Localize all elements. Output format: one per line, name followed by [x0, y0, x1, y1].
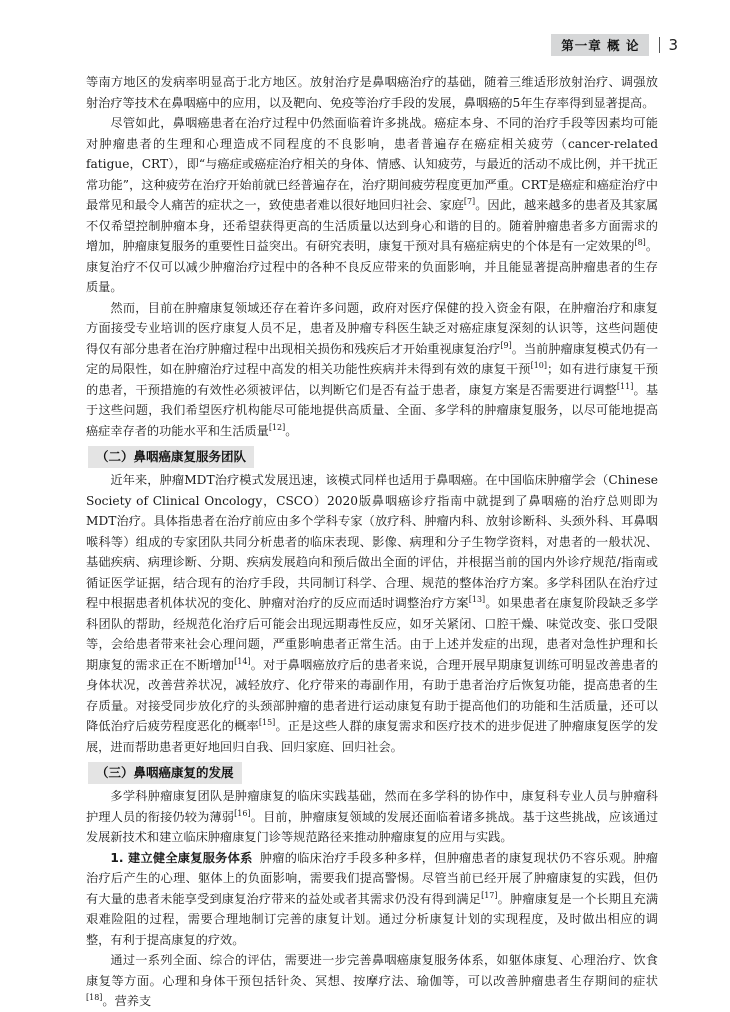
subsection-title: 1. 建立健全康复服务体系	[110, 850, 253, 865]
paragraph: 多学科肿瘤康复团队是肿瘤康复的临床实践基础，然而在多学科的协作中，康复科专业人员与肿瘤科护理人员的衔接仍较为薄弱[16]。目前，肿瘤康复领域的发展还面临着诸多挑战。基于这些挑战，应该通过发展新技术和建立临床肿瘤康复门诊等规范路径来推动肿瘤康复的应用与实践。	[86, 789, 659, 844]
citation: [8]	[634, 237, 646, 247]
chapter-title: 第一章 概 论	[551, 34, 649, 56]
paragraph: 尽管如此，鼻咽癌患者在治疗过程中仍然面临着许多挑战。癌症本身、不同的治疗手段等因素均可能对肿瘤患者的生理和心理造成不同程度的不良影响，患者普遍存在癌症相关疲劳（cancer-related fatigue，CRT），即“与癌症或癌症治疗相关的身体、情感、认知疲劳，与最近的活动不成比例，并干扰正常功能”，这种疲劳在治疗开始前就已经普遍存在，治疗期间疲劳程度更加严重。CRT是癌症和癌症治疗中最常见和最令人痛苦的症状之一，致使患者难以很好地回归社会、家庭[7]。因此，越来越多的患者及其家属不仅希望控制肿瘤本身，还希望获得更高的生活质量以达到身心和谐的目的。随着肿瘤患者多方面需求的增加，肿瘤康复服务的重要性日益突出。有研究表明，康复干预对具有癌症病史的个体是有一定效果的[8]。康复治疗不仅可以减少肿瘤治疗过程中的各种不良反应带来的负面影响，并且能显著提高肿瘤患者的生存质量。	[86, 116, 659, 294]
citation: [9]	[500, 340, 512, 350]
citation: [10]	[530, 360, 548, 370]
section-heading: （二）鼻咽癌康复服务团队	[86, 446, 658, 468]
citation: [18]	[86, 992, 103, 1002]
citation: [13]	[468, 594, 486, 604]
body-text	[86, 72, 658, 1012]
citation: [14]	[234, 656, 251, 666]
paragraph: 然而，目前在肿瘤康复领域还存在着许多问题，政府对医疗保健的投入资金有限，在肿瘤治疗和康复方面接受专业培训的医疗康复人员不足，患者及肿瘤专科医生缺乏对癌症康复深刻的认识等，这些问题使得仅有部分患者在治疗肿瘤过程中出现相关损伤和残疾后才开始重视康复治疗[9]。当前肿瘤康复模式仍有一定的局限性，如在肿瘤治疗过程中高发的相关功能性疾病并未得到有效的康复干预[10]；如有进行康复干预的患者，干预措施的有效性必须被评估，以判断它们是否有益于患者，康复方案是否需要进行调整[11]。基于这些问题，我们希望医疗机构能尽可能地提供高质量、全面、多学科的肿瘤康复服务，以尽可能地提高癌症幸存者的功能水平和生活质量[12]。	[86, 300, 659, 438]
paragraph: 近年来，肿瘤MDT治疗模式发展迅速，该模式同样也适用于鼻咽癌。在中国临床肿瘤学会（Chinese Society of Clinical Oncology，CSCO）2020版鼻咽癌诊疗指南中就提到了鼻咽癌的治疗总则即为MDT治疗。具体指患者在治疗前应由多个学科专家（放疗科、肿瘤内科、放射诊断科、头颈外科、耳鼻咽喉科等）组成的专家团队共同分析患者的临床表现、影像、病理和分子生物学资料，对患者的一般状况、基础疾病、病理诊断、分期、疾病发展趋向和预后做出全面的评估，并根据当前的国内外诊疗规范/指南或循证医学证据，结合现有的治疗手段，共同制订科学、合理、规范的整体治疗方案。多学科团队在治疗过程中根据患者机体状况的变化、肿瘤对治疗的反应而适时调整治疗方案[13]。如果患者在康复阶段缺乏多学科团队的帮助，经规范化治疗后可能会出现远期毒性反应，如牙关紧闭、口腔干燥、味觉改变、张口受限等，会给患者带来社会心理问题，严重影响患者正常生活。由于上述并发症的出现，患者对急性护理和长期康复的需求正在不断增加[14]。对于鼻咽癌放疗后的患者来说，合理开展早期康复训练可明显改善患者的身体状况，改善营养状况，减轻放疗、化疗带来的毒副作用，有助于患者治疗后恢复功能，提高患者的生存质量。对接受同步放化疗的头颈部肿瘤的患者进行运动康复有助于提高他们的功能和生活质量，还可以降低治疗后疲劳程度恶化的概率[15]。正是这些人群的康复需求和医疗技术的进步促进了肿瘤康复医学的发展，进而帮助患者更好地回归自我、回归家庭、回归社会。	[86, 473, 659, 754]
citation: [12]	[268, 422, 286, 432]
header-divider	[659, 37, 660, 53]
page-number: 3	[668, 36, 678, 54]
paragraph: 通过一系列全面、综合的评估，需要进一步完善鼻咽癌康复服务体系，如躯体康复、心理治疗、饮食康复等方面。心理和身体干预包括针灸、冥想、按摩疗法、瑜伽等，可以改善肿瘤患者生存期间的症状[18]。营养支	[86, 953, 658, 1008]
running-header	[551, 34, 678, 56]
citation: [17]	[481, 890, 498, 900]
citation: [15]	[258, 717, 276, 727]
citation: [16]	[234, 808, 251, 818]
citation: [7]	[463, 196, 476, 206]
paragraph: 1. 建立健全康复服务体系 肿瘤的临床治疗手段多种多样，但肿瘤患者的康复现状仍不容乐观。肿瘤治疗后产生的心理、躯体上的负面影响，需要我们提高警惕。尽管当前已经开展了肿瘤康复的实践，但仍有大量的患者未能享受到康复治疗带来的益处或者其需求仍没有得到满足[17]。肿瘤康复是一个长期且充满艰难险阻的过程，需要合理地制订完善的康复计划。通过分析康复计划的实现程度，及时做出相应的调整，有利于提高康复的疗效。	[86, 850, 659, 947]
paragraph: 等南方地区的发病率明显高于北方地区。放射治疗是鼻咽癌治疗的基础，随着三维适形放射治疗、调强放射治疗等技术在鼻咽癌中的应用，以及靶向、免疫等治疗手段的发展，鼻咽癌的5年生存率得到显著提高。	[86, 75, 658, 110]
citation: [11]	[616, 381, 634, 391]
section-heading: （三）鼻咽癌康复的发展	[86, 762, 658, 784]
